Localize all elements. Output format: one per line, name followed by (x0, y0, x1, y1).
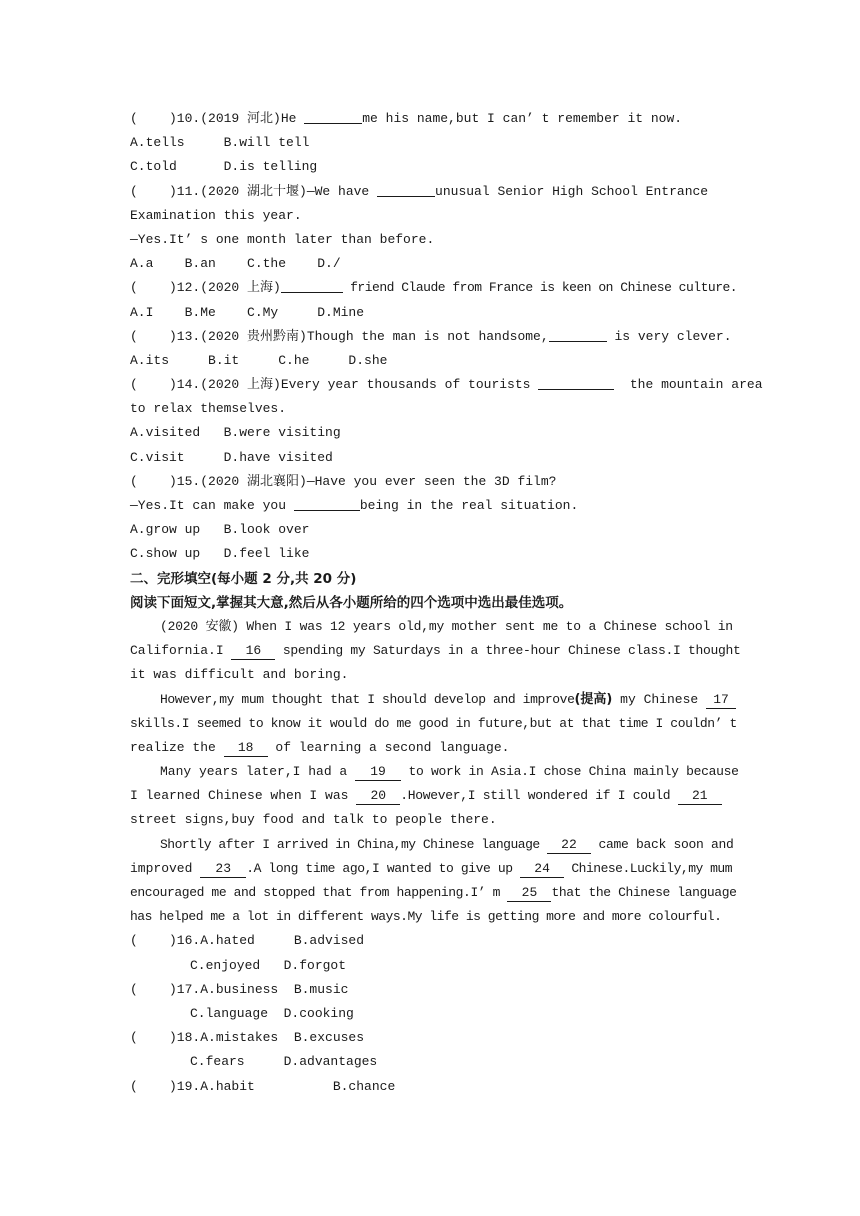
q15-text-a: —Yes.It can make you (130, 498, 294, 513)
q13-blank (549, 327, 607, 342)
q12-text-a: ( )12.(2020 上海) (130, 280, 281, 296)
q17-options-2: C.language D.cooking (190, 1005, 354, 1021)
worksheet-page (130, 107, 763, 1099)
gloss-text: (提高) (574, 691, 613, 707)
passage-line-10 (130, 833, 732, 857)
blank-16: 16 (231, 643, 275, 660)
blank-21: 21 (678, 788, 722, 805)
q13-text-b: is very clever. (606, 328, 732, 344)
q10-text-b: me his name,but I can’ t remember it now. (362, 111, 683, 126)
passage-text: to work in Asia.I chose China mainly because (401, 764, 739, 780)
passage-line-11 (130, 857, 732, 881)
passage-text: spending my Saturdays in a three-hour Chinese class.I thought (275, 643, 741, 659)
q11-text-a: ( )11.(2020 湖北十堰)—We have (130, 183, 378, 199)
blank-24: 24 (520, 861, 564, 878)
q18-options-1: ( )18.A.mistakes B.excuses (130, 1030, 365, 1046)
passage-line-4 (130, 688, 732, 712)
passage-line-5: skills.I seemed to know it would do me good in future,but at that time I couldn’ t (130, 715, 737, 731)
passage-text: .A long time ago,I wanted to give up (246, 860, 521, 876)
blank-17: 17 (706, 692, 736, 709)
q10-options-1: A.tells B.will tell (130, 135, 310, 151)
q10-options-2: C.told D.is telling (130, 159, 318, 175)
q14-stem (130, 373, 763, 397)
q15-stem: ( )15.(2020 湖北襄阳)—Have you ever seen the 3D film? (130, 473, 557, 489)
q14-text-b: the mountain area (614, 377, 763, 393)
passage-line-2 (130, 639, 741, 663)
q11-blank (377, 182, 435, 197)
passage-text: of learning a second language. (267, 739, 510, 755)
passage-text: Many years later,I had a (160, 764, 356, 780)
q15-text-b: being in the real situation. (359, 498, 579, 513)
q12-blank (281, 278, 343, 293)
passage-text: my Chinese (612, 691, 706, 707)
q15-blank (294, 496, 360, 511)
q14-text-a: ( )14.(2020 上海)Every year thousands of tourists (130, 377, 539, 393)
passage-line-1: (2020 安徽) When I was 12 years old,my mother sent me to a Chinese school in (160, 618, 733, 634)
passage-line-13: has helped me a lot in different ways.My life is getting more and more colourful. (130, 909, 722, 925)
q12-stem (130, 276, 738, 300)
q15-options-2: C.show up D.feel like (130, 546, 310, 562)
q14-stem-cont: to relax themselves. (130, 401, 287, 417)
passage-text: came back soon and (590, 836, 734, 852)
q10-stem (130, 107, 732, 131)
passage-text: Shortly after I arrived in China,my Chinese language (160, 836, 547, 852)
passage-line-3: it was difficult and boring. (130, 667, 349, 683)
q16-options-1: ( )16.A.hated B.advised (130, 933, 365, 949)
passage-text: I learned Chinese when I was (130, 788, 357, 804)
q13-options: A.its B.it C.he D.she (130, 352, 388, 368)
blank-18: 18 (224, 740, 268, 757)
passage-text: .However,I still wondered if I could (400, 788, 678, 804)
passage-text: encouraged me and stopped that from happening.I’ m (130, 885, 508, 900)
q14-options-2: C.visit D.have visited (130, 449, 333, 465)
q11-options: A.a B.an C.the D./ (130, 256, 341, 272)
q11-stem (130, 180, 732, 204)
q10-text-a: ( )10.(2019 河北)He (130, 111, 305, 126)
q18-options-2: C.fears D.advantages (190, 1054, 378, 1070)
q11-response: —Yes.It’ s one month later than before. (130, 231, 435, 247)
passage-text: realize the (130, 739, 224, 755)
q13-text-a: ( )13.(2020 贵州黔南)Though the man is not handsome, (130, 328, 549, 344)
blank-20: 20 (356, 788, 400, 805)
q13-stem (130, 325, 732, 349)
q10-blank (304, 109, 362, 124)
q15-options-1: A.grow up B.look over (130, 522, 310, 538)
blank-25: 25 (507, 885, 551, 902)
blank-22: 22 (547, 837, 591, 854)
passage-text: Chinese.Luckily,my mum (564, 860, 733, 876)
passage-line-7 (130, 760, 739, 784)
blank-19: 19 (355, 764, 401, 781)
passage-line-6 (130, 736, 732, 760)
passage-line-8 (130, 784, 732, 808)
section-title: 二、完形填空(每小题 2 分,共 20 分) (130, 570, 357, 587)
q15-response (130, 494, 732, 518)
passage-text: However,my mum thought that I should develop and improve (160, 691, 575, 707)
passage-text: California.I (130, 643, 232, 659)
q12-options: A.I B.Me C.My D.Mine (130, 304, 365, 320)
passage-text: improved (130, 860, 201, 876)
q19-options-1: ( )19.A.habit B.chance (130, 1078, 396, 1094)
q14-options-1: A.visited B.were visiting (130, 425, 341, 441)
q11-stem-cont: Examination this year. (130, 207, 302, 223)
passage-line-9: street signs,buy food and talk to people there. (130, 812, 497, 828)
q16-options-2: C.enjoyed D.forgot (190, 957, 347, 973)
blank-23: 23 (200, 861, 246, 878)
q11-text-b: unusual Senior High School Entrance (435, 183, 709, 199)
q17-options-1: ( )17.A.business B.music (130, 981, 349, 997)
passage-line-12 (130, 881, 737, 905)
q14-blank (538, 375, 614, 390)
section-instruction: 阅读下面短文,掌握其大意,然后从各小题所给的四个选项中选出最佳选项。 (130, 594, 573, 611)
q12-text-b: friend Claude from France is keen on Chinese culture. (342, 280, 738, 296)
passage-text: that the Chinese language (551, 885, 737, 900)
